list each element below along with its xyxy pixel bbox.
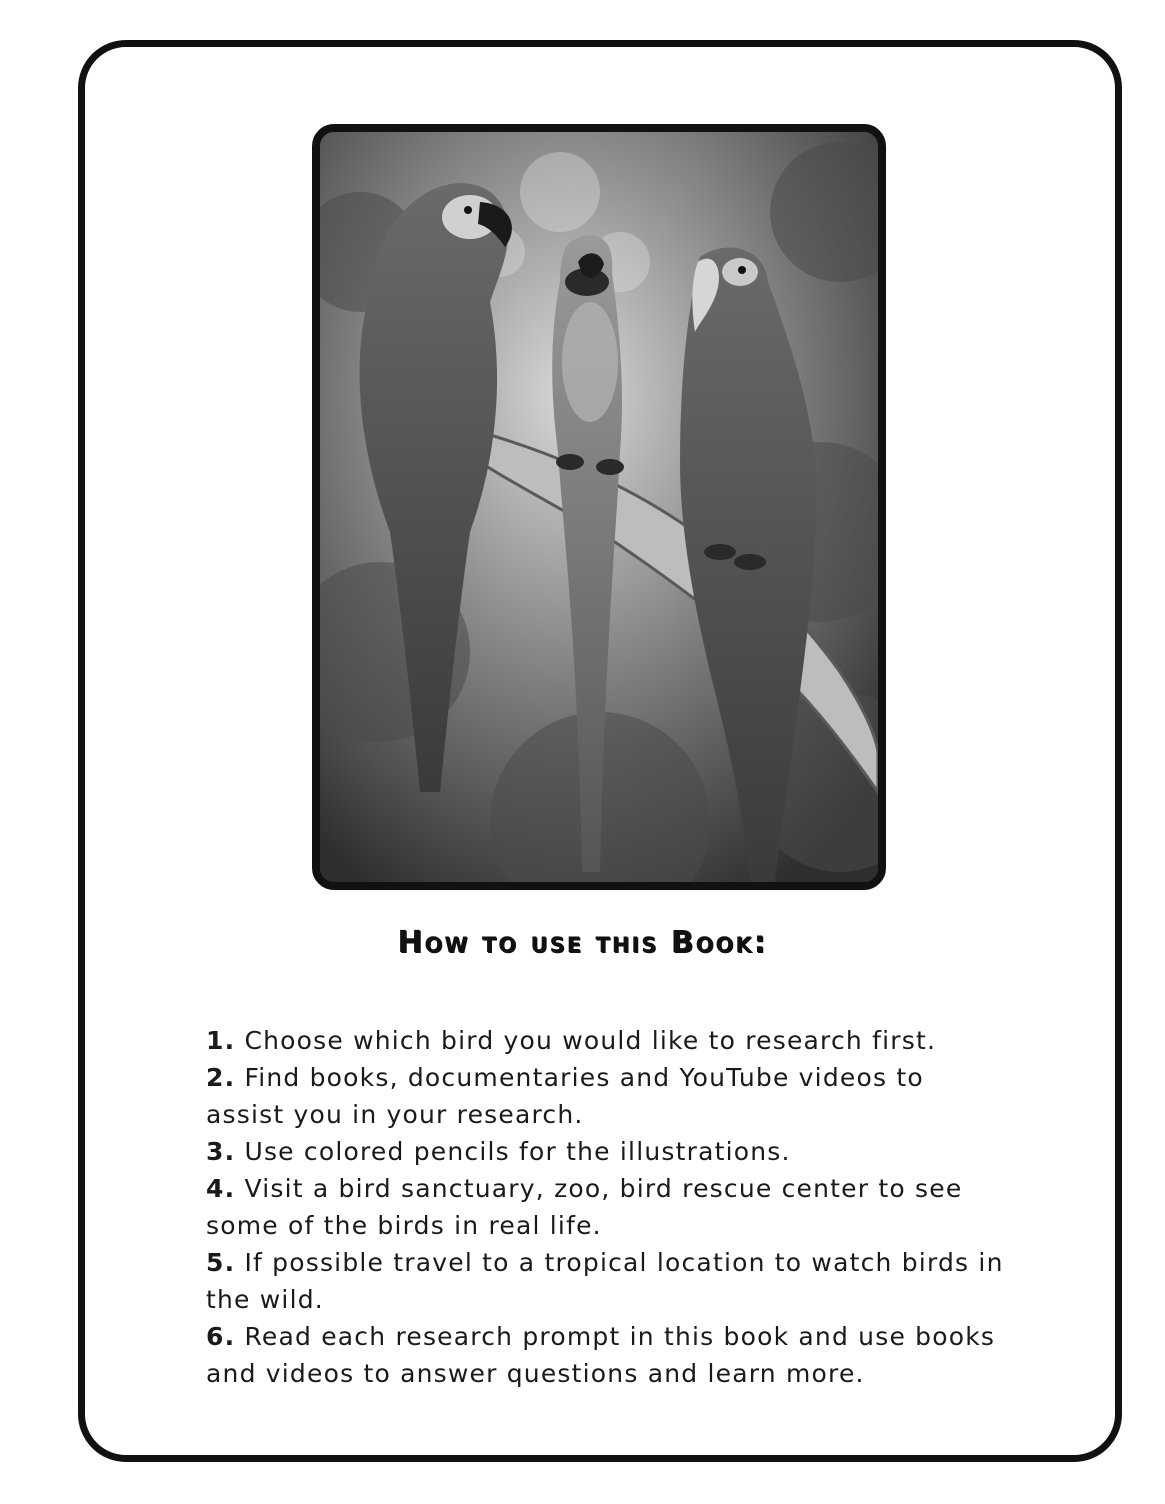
list-item: 5. If possible travel to a tropical location to watch birds in the wild. [206, 1248, 1004, 1314]
list-item: 6. Read each research prompt in this book and use books and videos to answer questions and learn more. [206, 1322, 996, 1388]
macaw-photo [312, 124, 886, 890]
page-heading: How to use this Book: [397, 925, 768, 960]
list-item: 2. Find books, documentaries and YouTube videos to assist you in your research. [206, 1063, 924, 1129]
instructions-list [206, 1022, 1006, 1392]
list-item: 3. Use colored pencils for the illustrations. [206, 1137, 791, 1166]
list-item: 1. Choose which bird you would like to research first. [206, 1026, 937, 1055]
macaw-photo-illustration [320, 132, 878, 882]
list-item: 4. Visit a bird sanctuary, zoo, bird rescue center to see some of the birds in real life. [206, 1174, 963, 1240]
